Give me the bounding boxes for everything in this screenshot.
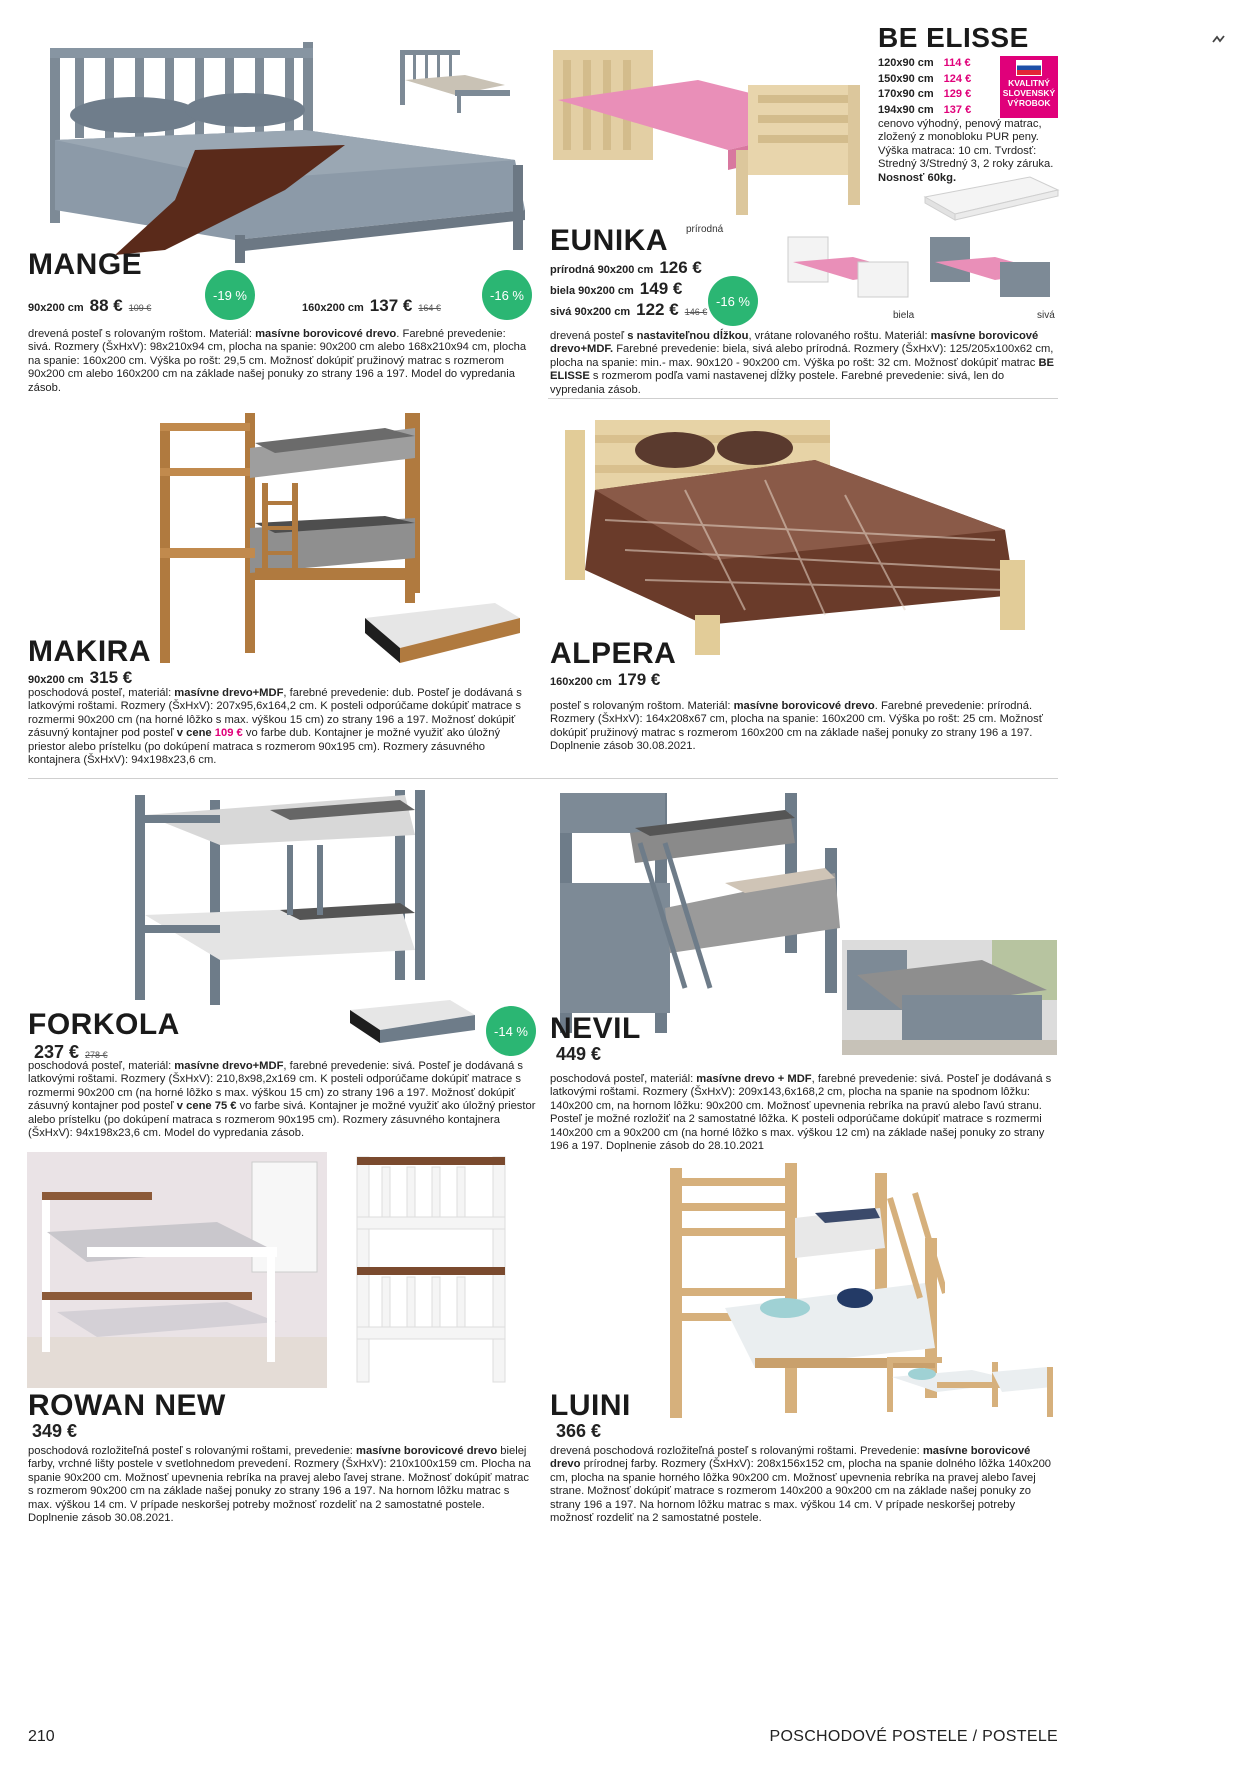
makira-description: poschodová posteľ, materiál: masívne drevo+MDF, farebné prevedenie: dub. Posteľ je dodávaná s latkovými roštami. Rozmery (ŠxHxV): 207x95,6x164,2 cm. K posteli odporúčame dokúpiť matrace s rozmermi 90x200 cm (na horné lôžko s max. výškou 15 cm) zo strany 196 a 197. Možnosť dokúpiť zásuvný kontajner pod posteľ v cene 109 € vo farbe dub. Kontajner je možné využiť ako úložný priestor alebo prístelku (po dokúpení matraca s rozmerom 90x195 cm). Rozmery zásuvného kontajnera (ŠxHxV): 94x198x23,6 cm. bbox=[28, 687, 522, 767]
eunika-name: EUNIKA bbox=[550, 224, 669, 257]
forkola-bunkbed-image bbox=[130, 785, 530, 1045]
nevil-description: poschodová posteľ, materiál: masívne drevo + MDF, farebné prevedenie: sivá. Posteľ je dodávaná s latkovými roštami. Rozmery (ŠxHxV): 209x143,6x168,2 cm, plocha na spanie na spodnom lôžku: 140x200 cm, na hornom lôžku: 90x200 cm. Možnosť upevnenia rebríka na pravú alebo ľavú stranu. Posteľ je možné rozložiť na 2 samostatné lôžka. K posteli odporúčame dokúpiť matrace s rozmermi 140x200 cm a 90x200 cm (na horné lôžko s max. výškou 12 cm) na základe našej ponuky zo strany 196 a 197. Doplnenie zásob do 28.10.2021 bbox=[550, 1073, 1052, 1153]
mange-price-90: 90x200 cm 88 € 109 € bbox=[28, 296, 152, 315]
eunika-price-row: biela 90x200 cm 149 € bbox=[550, 279, 683, 298]
nevil-price: 449 € bbox=[556, 1044, 602, 1064]
elisse-row: 170x90 cm 129 € bbox=[878, 88, 972, 100]
makira-name: MAKIRA bbox=[28, 635, 151, 668]
mange-price-160: 160x200 cm 137 € 164 € bbox=[302, 296, 441, 315]
alpera-name: ALPERA bbox=[550, 637, 677, 670]
elisse-row: 120x90 cm 114 € bbox=[878, 57, 971, 69]
eunika-label-natural: prírodná bbox=[686, 224, 724, 235]
nevil-name: NEVIL bbox=[550, 1012, 641, 1045]
mange-discount-badge-1: -19 % bbox=[205, 270, 255, 320]
forkola-price: 237 € 278 € bbox=[34, 1042, 108, 1062]
elisse-row: 150x90 cm 124 € bbox=[878, 72, 972, 85]
rowan-room-image bbox=[27, 1152, 327, 1388]
elisse-mattress-image bbox=[920, 172, 1060, 222]
luini-price: 366 € bbox=[556, 1421, 602, 1441]
forkola-discount-badge: -14 % bbox=[486, 1006, 536, 1056]
nevil-room-image bbox=[842, 940, 1057, 1055]
eunika-price-row: prírodná 90x200 cm 126 € bbox=[550, 258, 702, 277]
mange-name: MANGE bbox=[28, 248, 143, 281]
eunika-bed-grey-image bbox=[925, 232, 1055, 302]
rowan-bunkbed-image bbox=[352, 1152, 510, 1388]
eunika-discount-badge: -16 % bbox=[708, 276, 758, 326]
eunika-price-row: sivá 90x200 cm 122 € 146 € bbox=[550, 300, 708, 319]
forkola-name: FORKOLA bbox=[28, 1008, 180, 1041]
rowan-description: poschodová rozložiteľná posteľ s rolovanými roštami, prevedenie: masívne borovicové drevo bielej farby, vrchné lišty postele v svetlohnedom prevedení. Rozmery (ŠxHxV): 210x100x159 cm. Plocha na spanie 90x200 cm. Možnosť upevnenia rebríka na pravej alebo ľavej strane. Možnosť dokúpiť matrac s rozmerom 90x200 cm na základe našej ponuky zo strany 196 a 197. Na hornom lôžku matrac s max. výškou 14 cm. V prípade neskoršej potreby možnosť rozdeliť na 2 samostatné postele. Doplnenie zásob 30.08.2021. bbox=[28, 1445, 531, 1525]
rowan-price: 349 € bbox=[32, 1421, 78, 1441]
elisse-name: BE ELISSE bbox=[878, 22, 1029, 53]
elisse-row: 194x90 cm 137 € bbox=[878, 103, 972, 116]
eunika-description: drevená posteľ s nastaviteľnou dĺžkou, vrátane rolovaného roštu. Materiál: masívne borovicové drevo+MDF. Farebné prevedenie: biela, sivá alebo prírodná. Rozmery (ŠxHxV): 125/205x100x62 cm, plocha na spanie: min.- max. 90x120 - 90x200 cm. Výška po rošt: 32 cm. Možnosť dokúpiť matrac BE ELISSE s rozmerom podľa vami nastavenej dĺžky postele. Farebné prevedenie: sivá, len do vypredania zásob. bbox=[550, 330, 1054, 396]
row-divider bbox=[548, 398, 1058, 399]
eunika-bed-white-image bbox=[783, 232, 913, 302]
luini-split-beds-image bbox=[882, 1352, 1057, 1420]
elisse-price-table bbox=[878, 56, 971, 118]
eunika-bed-natural-image bbox=[548, 40, 868, 215]
eunika-prices bbox=[550, 258, 707, 320]
brand-mark-icon bbox=[1212, 32, 1226, 42]
forkola-description: poschodová posteľ, materiál: masívne drevo+MDF, farebné prevedenie: sivá. Posteľ je dodávaná s latkovými roštami. Rozmery (ŠxHxV): 210,8x98,2x169 cm. K posteli odporúčame dokúpiť matrace s rozmermi 90x200 cm (na horné lôžko s max. výškou 15 cm) zo strany 196 a 197. Možnosť dokúpiť zásuvný kontajner pod posteľ v cene 75 € vo farbe sivá. Kontajner je možné využiť ako úložný priestor alebo prístelku (po dokúpení matraca s rozmerom 90x195 cm). Rozmery zásuvného kontajnera (ŠxHxV): 94x198x23,6 cm. Model do vypredania zásob. bbox=[28, 1060, 536, 1140]
mange-bed-small-image bbox=[395, 45, 515, 125]
mange-description: drevená posteľ s rolovaným roštom. Materiál: masívne borovicové drevo. Farebné prevedenie: sivá. Rozmery (ŠxHxV): 98x210x94 cm, plocha na spanie: 90x200 cm alebo 168x210x94 cm, plocha na spanie: 160x200 cm. Výška po rošt: 29,5 cm. Možnosť dokúpiť pružinový matrac s rozmerom 90x200 cm alebo 160x200 cm na základe našej ponuky zo strany 196 a 197. Model do vypredania zásob. bbox=[28, 328, 527, 394]
makira-price: 90x200 cm 315 € bbox=[28, 668, 133, 687]
slovak-flag-icon bbox=[1016, 60, 1042, 76]
page-category: POSCHODOVÉ POSTELE / POSTELE bbox=[769, 1728, 1058, 1745]
alpera-bed-image bbox=[565, 410, 1045, 660]
rowan-name: ROWAN NEW bbox=[28, 1389, 226, 1422]
eunika-label-white: biela bbox=[893, 310, 915, 321]
elisse-description: cenovo výhodný, penový matrac, zložený z monobloku PUR peny. Výška matraca: 10 cm. Tvrdosť: Stredný 3/Stredný 3, 2 roky záruka. Nosnosť 60kg. bbox=[878, 118, 1054, 184]
luini-name: LUINI bbox=[550, 1389, 631, 1422]
alpera-description: posteľ s rolovaným roštom. Materiál: masívne borovicové drevo. Farebné prevedenie: prírodná. Rozmery (ŠxHxV): 164x208x67 cm, plocha na spanie: 160x200 cm. Výška po rošt: 25 cm. Možnosť dokúpiť pružinový matrac s rozmerom 160x200 cm na základe našej ponuky zo strany 196 a 197. Doplnenie zásob 30.08.2021. bbox=[550, 700, 1043, 753]
makira-bunkbed-image bbox=[155, 408, 525, 666]
page-number: 210 bbox=[28, 1728, 55, 1745]
alpera-price: 160x200 cm 179 € bbox=[550, 670, 661, 689]
nevil-bunkbed-image bbox=[555, 788, 845, 1038]
row-divider bbox=[28, 778, 1058, 779]
eunika-label-grey: sivá bbox=[1037, 310, 1055, 321]
luini-description: drevená poschodová rozložiteľná posteľ s rolovanými roštami. Prevedenie: masívne borovicové drevo prírodnej farby. Rozmery (ŠxHxV): 208x156x152 cm, plocha na spanie dolného lôžka 140x200 cm, plocha na spanie horného lôžka 90x200 cm. Možnosť upevnenia rebríka na pravej alebo ľavej strane. Možnosť dokúpiť matrace s rozmerom 140x200 a 90x200 cm na základe našej ponuky zo strany 196 a 197. Na hornom lôžku matrac s max. výškou 14 cm. V prípade neskoršej potreby možnosť rozdeliť na 2 samostatné postele. bbox=[550, 1445, 1052, 1525]
slovak-quality-badge: KVALITNÝ SLOVENSKÝ VÝROBOK bbox=[1000, 56, 1058, 118]
mange-discount-badge-2: -16 % bbox=[482, 270, 532, 320]
